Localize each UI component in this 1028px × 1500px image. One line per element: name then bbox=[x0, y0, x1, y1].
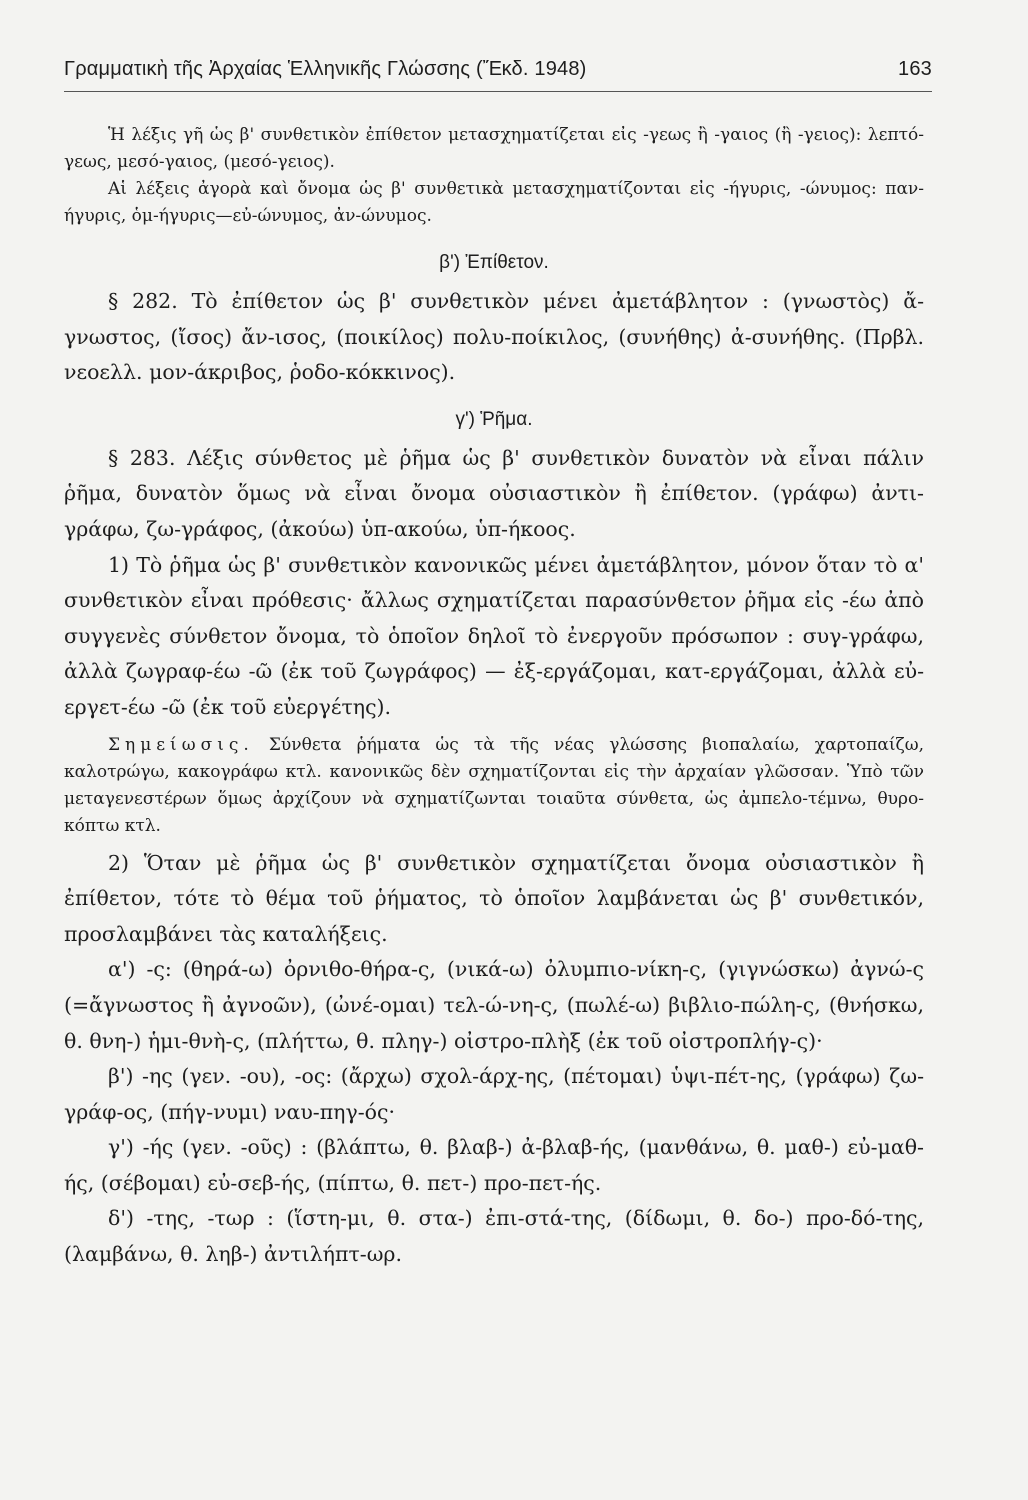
list-item-a: α') -ς: (θηρά-ω) ὀρνιθο-θήρα-ς, (νικά-ω) ὀλυμπιο-νίκη-ς, (γιγνώσκω) ἀγνώ-ς (=ἄγνωστος ἢ ἀγνοῶν), (ὠνέ-ομαι) τελ-ώ-νη-ς, (πωλέ-ω) βιβλιο-πώλη-ς, (θνήσκω, θ. θνη-) ἡμι-θνὴ-ς, (πλήττω, θ. πληγ-) οἰστρο-πλὴξ (ἐκ τοῦ οἰστροπλήγ-ς)· bbox=[64, 957, 924, 1053]
intro-paragraph-agora: Αἱ λέξεις ἀγορὰ καὶ ὄνομα ὡς β' συνθετικὰ μετασχηματίζονται εἰς -ήγυρις, -ώνυμος: παν-ήγυρις, ὁμ-ήγυρις—εὐ-ώνυμος, ἀν-ώνυμος. bbox=[64, 179, 924, 226]
note-label: Σημείωσις. bbox=[108, 734, 254, 755]
running-title: Γραμματικὴ τῆς Ἀρχαίας Ἑλληνικῆς Γλώσσης (Ἔκδ. 1948) bbox=[64, 58, 587, 80]
section-282 bbox=[64, 284, 924, 391]
list-item-d: δ') -της, -τωρ : (ἵστη-μι, θ. στα-) ἐπι-στά-της, (δίδωμι, θ. δο-) προ-δό-της, (λαμβάνω, θ. ληβ-) ἀντιλήπτ-ωρ. bbox=[64, 1206, 924, 1267]
intro-block bbox=[64, 122, 924, 230]
intro-paragraph-ge: Ἡ λέξις γῆ ὡς β' συνθετικὸν ἐπίθετον μετασχηματίζεται εἰς -γεως ἢ -γαιος (ἢ -γειος): λεπτό-γεως, μεσό-γαιος, (μεσό-γειος). bbox=[64, 125, 924, 172]
page-number: 163 bbox=[898, 58, 932, 80]
paragraph-283: § 283. Λέξις σύνθετος μὲ ῥῆμα ὡς β' συνθετικὸν δυνατὸν νὰ εἶναι πάλιν ῥῆμα, δυνατὸν ὅμως νὰ εἶναι ὄνομα οὐσιαστικὸν ἢ ἐπίθετον. (γράφω) ἀντι-γράφω, ζω-γράφος, (ἀκούω) ὑπ-ακούω, ὑπ-ήκοος. bbox=[64, 445, 924, 541]
paragraph-282: § 282. Τὸ ἐπίθετον ὡς β' συνθετικὸν μένει ἀμετάβλητον : (γνωστὸς) ἄ-γνωστος, (ἴσος) ἄν-ισος, (ποικίλος) πολυ-ποίκιλος, (συνήθης) ἀ-συνήθης. (Πρβλ. νεοελλ. μον-άκριβος, ῥοδο-κόκκινος). bbox=[64, 289, 924, 385]
note-text: Σύνθετα ῥήματα ὡς τὰ τῆς νέας γλώσσης βιοπαλαίω, χαρτοπαίζω, καλοτρώγω, κακογράφω κτλ. κανονικῶς δὲν σχηματίζονται εἰς τὴν ἀρχαίαν γλῶσσαν. Ὑπὸ τῶν μεταγενεστέρων ὅμως ἀρχίζουν νὰ σχηματίζωνται τοιαῦτα σύνθετα, ὡς ἀμπελο-τέμνω, θυρο-κόπτω κτλ. bbox=[64, 734, 924, 836]
paragraph-283-rule-1: 1) Τὸ ῥῆμα ὡς β' συνθετικὸν κανονικῶς μένει ἀμετάβλητον, μόνον ὅταν τὸ α' συνθετικὸν εἶναι πρόθεσις· ἄλλως σχηματίζεται παρασύνθετον ῥῆμα εἰς -έω ἀπὸ συγγενὲς σύνθετον ὄνομα, τὸ ὁποῖον δηλοῖ τὸ ἐνεργοῦν πρόσωπον : συγ-γράφω, ἀλλὰ ζωγραφ-έω -ῶ (ἐκ τοῦ ζωγράφος) — ἐξ-εργάζομαι, κατ-εργάζομαι, ἀλλὰ εὐ-εργετ-έω -ῶ (ἐκ τοῦ εὐεργέτης). bbox=[64, 552, 924, 719]
section-283 bbox=[64, 441, 924, 726]
running-header bbox=[64, 58, 932, 92]
section-283-continued bbox=[64, 846, 924, 1273]
note-block bbox=[64, 732, 924, 840]
section-heading-epitheton: β') Ἐπίθετον. bbox=[439, 252, 549, 273]
paragraph-283-rule-2: 2) Ὅταν μὲ ῥῆμα ὡς β' συνθετικὸν σχηματίζεται ὄνομα οὐσιαστικὸν ἢ ἐπίθετον, τότε τὸ θέμα τοῦ ῥήματος, τὸ ὁποῖον λαμβάνεται ὡς β' συνθετικόν, προσλαμβάνει τὰς καταλήξεις. bbox=[64, 850, 924, 946]
list-item-b: β') -ης (γεν. -ου), -ος: (ἄρχω) σχολ-άρχ-ης, (πέτομαι) ὑψι-πέτ-ης, (γράφω) ζω-γράφ-ος, (πήγ-νυμι) ναυ-πηγ-ός· bbox=[64, 1064, 924, 1124]
section-heading-rhema: γ') Ῥῆμα. bbox=[455, 408, 533, 430]
list-item-c: γ') -ής (γεν. -οῦς) : (βλάπτω, θ. βλαβ-) ἀ-βλαβ-ής, (μανθάνω, θ. μαθ-) εὐ-μαθ-ής, (σέβομαι) εὐ-σεβ-ής, (πίπτω, θ. πετ-) προ-πετ-ής. bbox=[64, 1135, 924, 1195]
